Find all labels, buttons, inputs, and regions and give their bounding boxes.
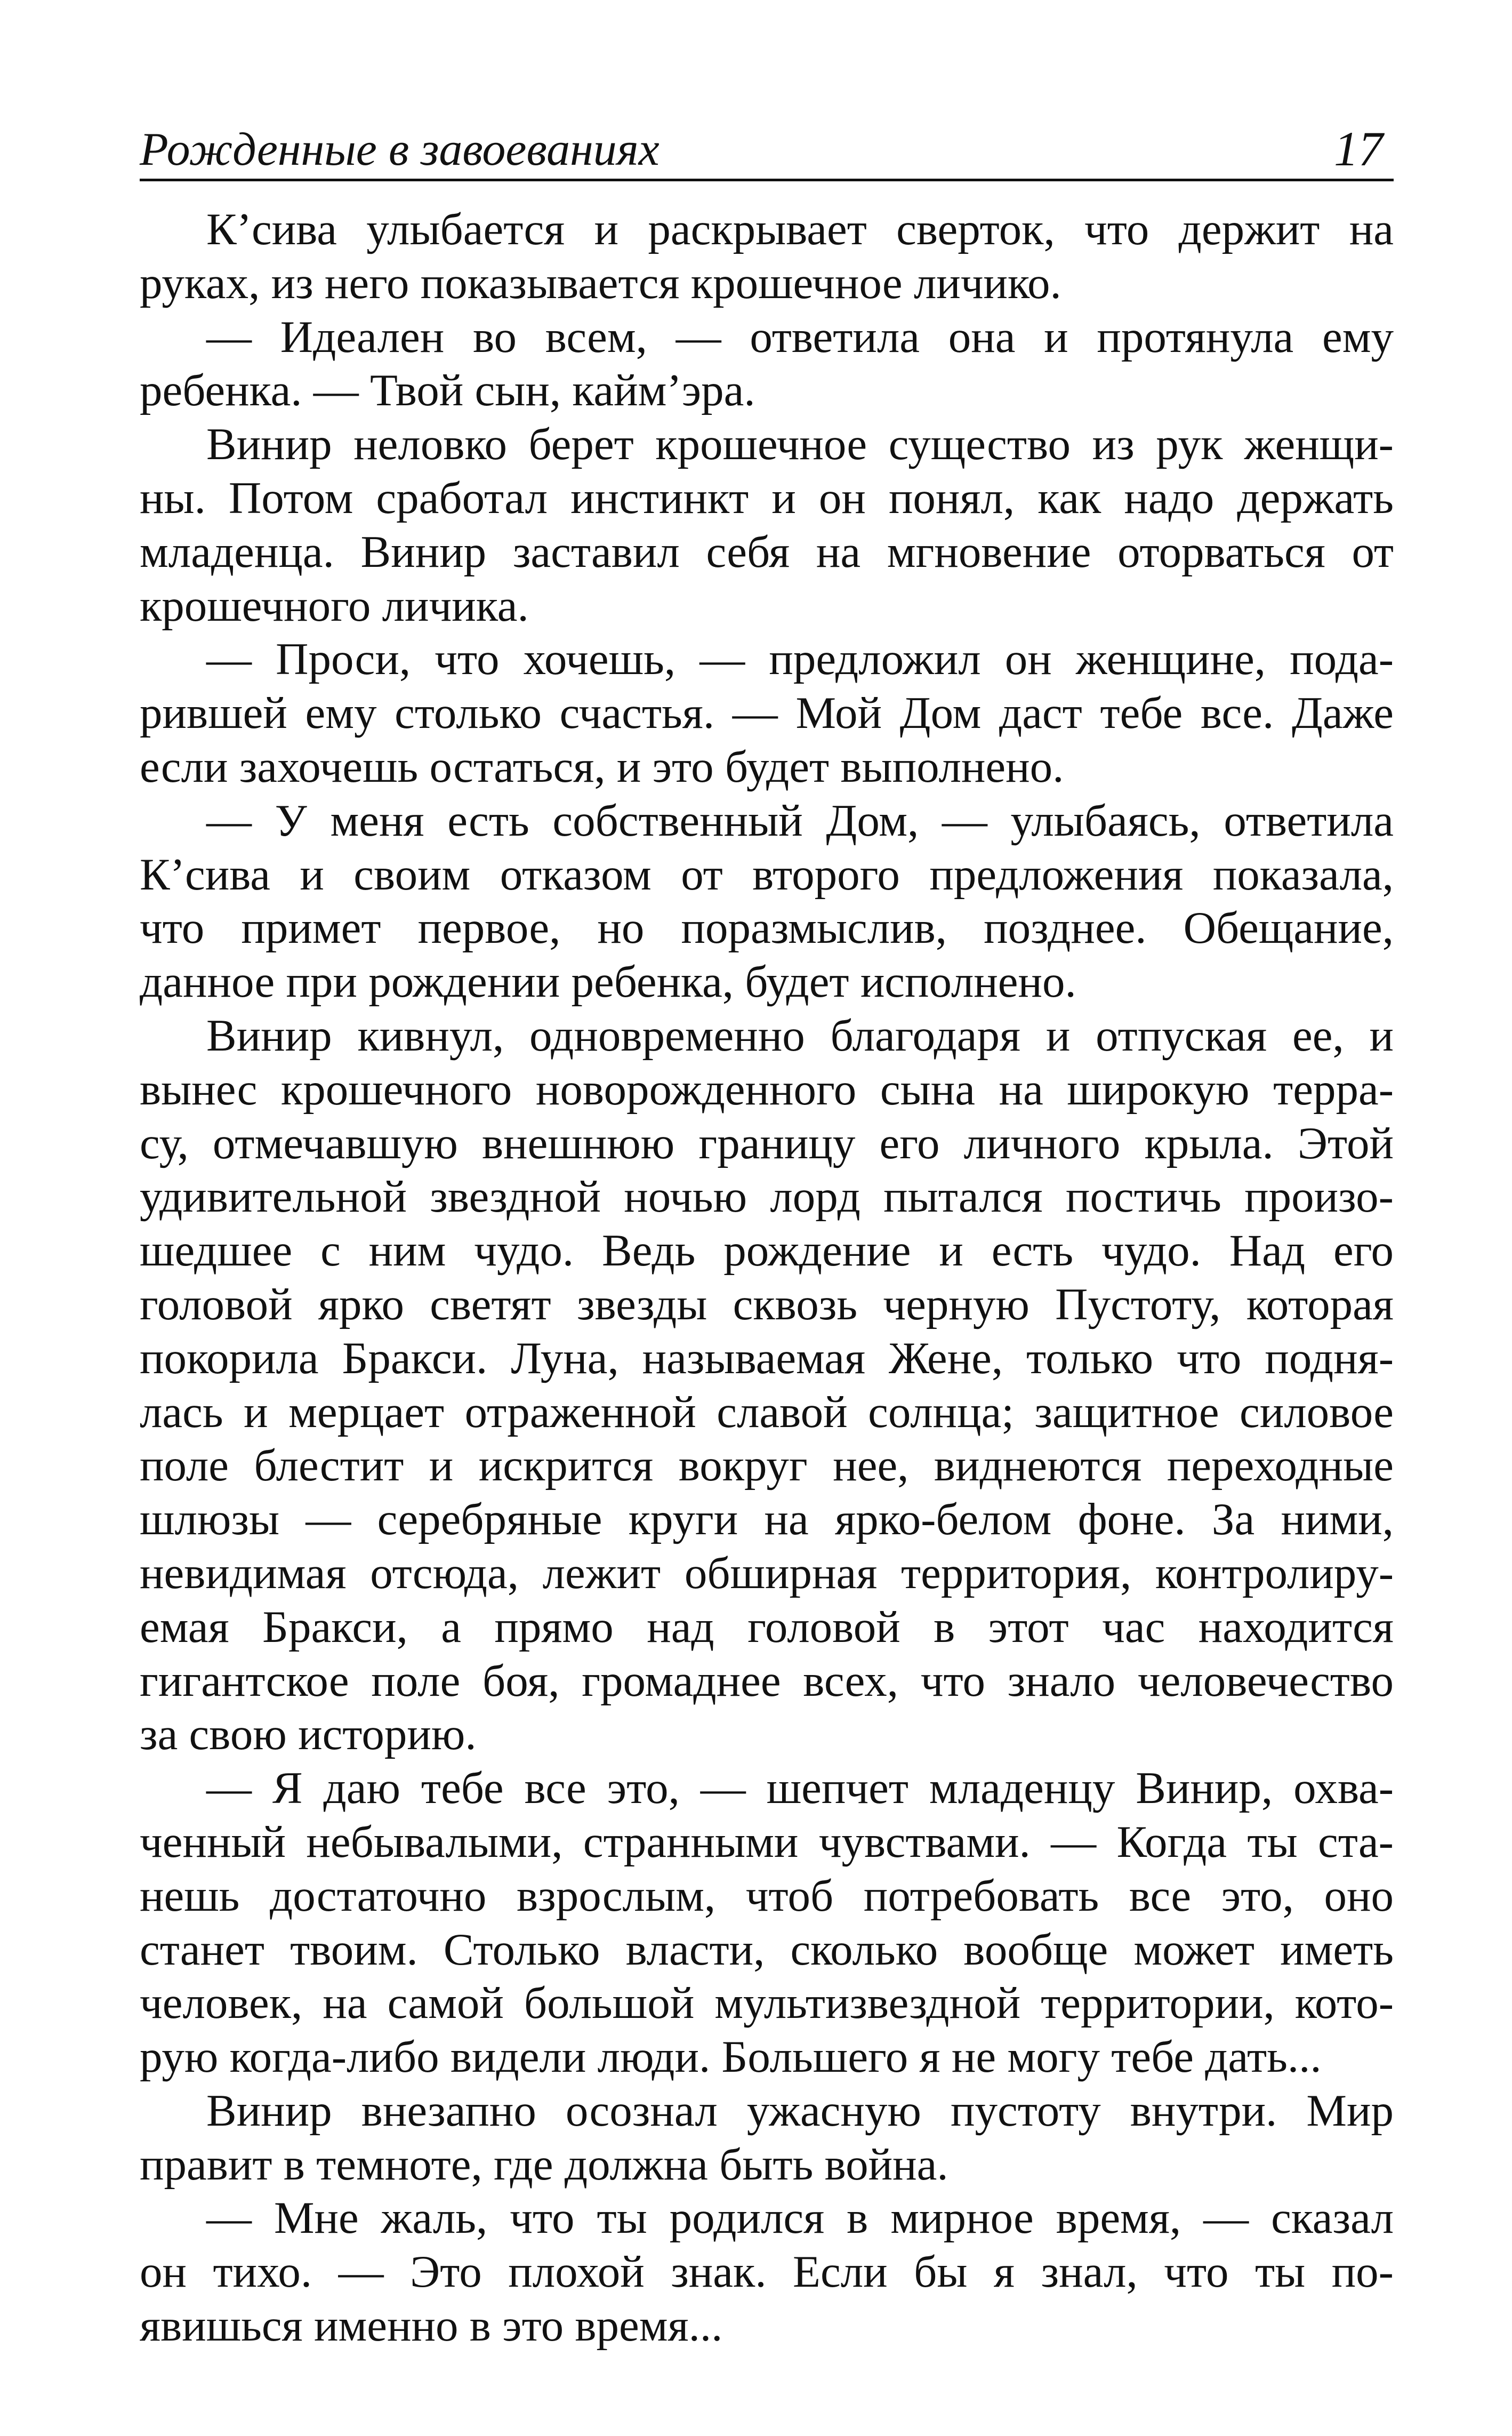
running-title: Рожденные в завоеваниях [140,124,660,175]
text-line: су, отмечавшую внешнюю границу его личного крыла. Этой [140,1118,1394,1168]
text-line: головой ярко светят звезды сквозь черную Пустоту, которая [140,1279,1394,1329]
text-line: станет твоим. Столько власти, сколько вообще может иметь [140,1924,1394,1975]
text-line: — Идеален во всем, — ответила она и протянула ему [206,311,1394,362]
text-line: младенца. Винир заставил себя на мгновение оторваться от [140,526,1394,577]
text-line: — Я даю тебе все это, — шепчет младенцу Винир, охва- [206,1763,1394,1814]
text-line: — Проси, что хочешь, — предложил он женщине, пода- [206,634,1394,685]
body-text [140,203,1394,2353]
text-line: крошечного личика. [140,580,529,631]
text-line: — Мне жаль, что ты родился в мирное время, — сказал [206,2193,1394,2243]
text-line: ны. Потом сработал инстинкт и он понял, как надо держать [140,472,1394,523]
text-line: лась и мерцает отраженной славой солнца; защитное силовое [140,1387,1394,1437]
text-line: за свою историю. [140,1709,477,1760]
text-line: руках, из него показывается крошечное личико. [140,258,1061,308]
text-line: емая Бракси, а прямо над головой в этот час находится [140,1601,1394,1652]
text-line: он тихо. — Это плохой знак. Если бы я знал, что ты по- [140,2247,1394,2297]
text-line: покорила Бракси. Луна, называемая Жене, только что подня- [140,1333,1394,1383]
text-line: рившей ему столько счастья. — Мой Дом даст тебе все. Даже [140,688,1394,739]
page-number: 17 [1334,122,1383,176]
text-line: ченный небывалыми, странными чувствами. — Когда ты ста- [140,1816,1394,1867]
text-line: К’сива улыбается и раскрывает сверток, что держит на [206,204,1394,254]
text-line: гигантское поле боя, громаднее всех, что знало человечество [140,1655,1394,1706]
running-header [140,115,1394,181]
text-line: К’сива и своим отказом от второго предложения показала, [140,849,1394,900]
text-line: человек, на самой большой мультизвездной территории, кото- [140,1978,1394,2029]
text-line: шлюзы — серебряные круги на ярко-белом фоне. За ними, [140,1494,1394,1545]
text-line: удивительной звездной ночью лорд пытался постичь произо- [140,1172,1394,1222]
text-line: правит в темноте, где должна быть война. [140,2139,948,2190]
text-line: нешь достаточно взрослым, чтоб потребовать все это, оно [140,1870,1394,1921]
text-line: шедшее с ним чудо. Ведь рождение и есть чудо. Над его [140,1225,1394,1276]
text-line: — У меня есть собственный Дом, — улыбаясь, ответила [206,795,1394,846]
text-line: что примет первое, но поразмыслив, позднее. Обещание, [140,903,1394,953]
text-line: рую когда-либо видели люди. Большего я не могу тебе дать... [140,2032,1322,2082]
text-line: невидимая отсюда, лежит обширная территория, контролиру- [140,1548,1394,1598]
text-line: ребенка. — Твой сын, кайм’эра. [140,365,755,416]
text-line: поле блестит и искрится вокруг нее, виднеются переходные [140,1440,1394,1491]
text-line: если захочешь остаться, и это будет выполнено. [140,741,1064,792]
text-line: Винир кивнул, одновременно благодаря и отпуская ее, и [206,1010,1394,1061]
text-line: Винир внезапно осознал ужасную пустоту внутри. Мир [206,2085,1394,2136]
text-line: явишься именно в это время... [140,2301,723,2351]
text-line: вынес крошечного новорожденного сына на широкую терра- [140,1064,1394,1115]
text-line: Винир неловко берет крошечное существо из рук женщи- [206,419,1394,470]
text-line: данное при рождении ребенка, будет исполнено. [140,957,1076,1007]
